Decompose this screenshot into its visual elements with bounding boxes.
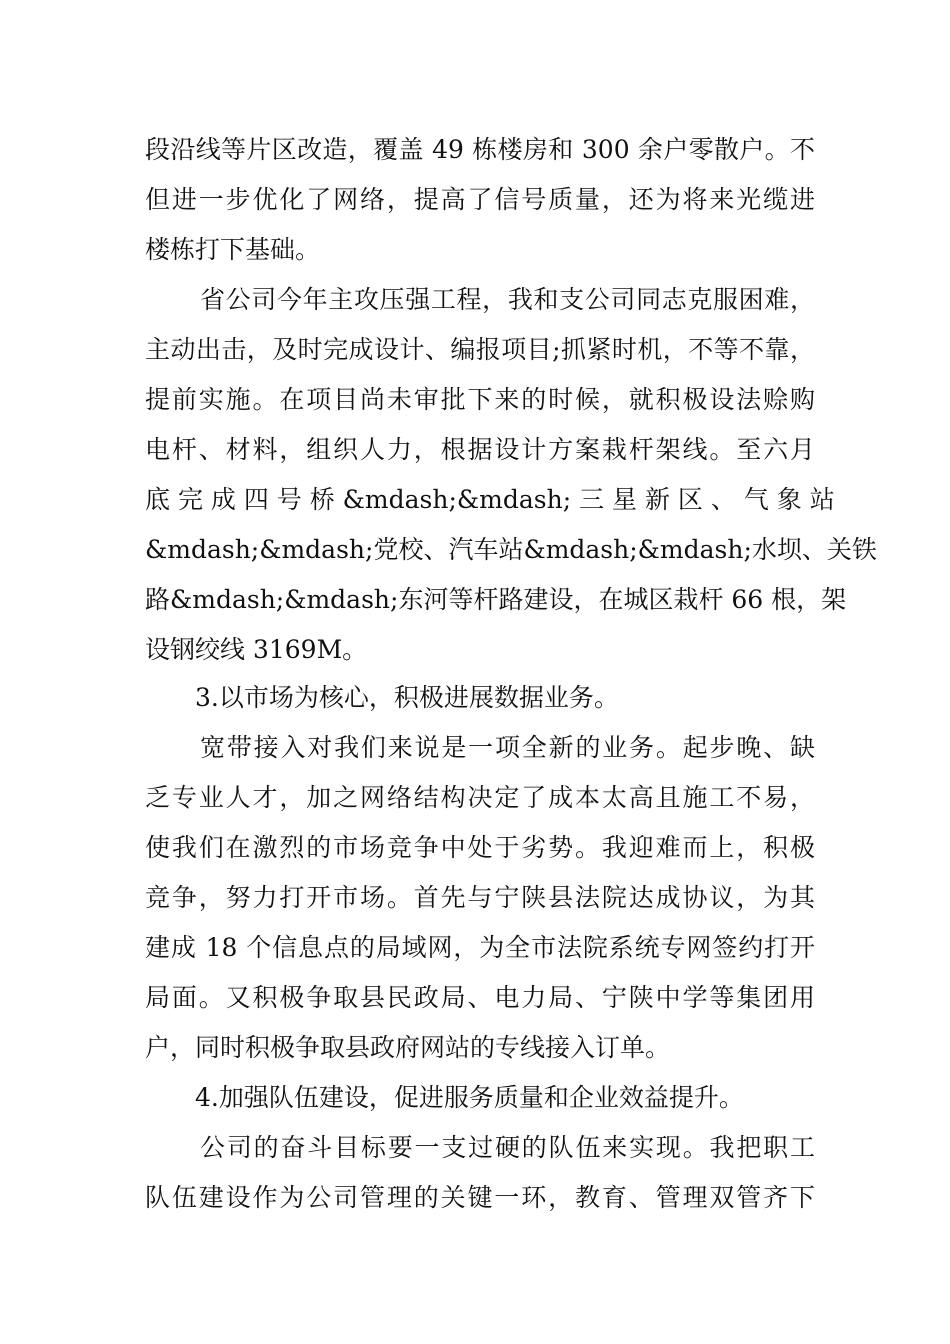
text-line: 队伍建设作为公司管理的关键一环，教育、管理双管齐下 — [145, 1183, 815, 1212]
paragraph-first-line: 省公司今年主攻压强工程，我和支公司同志克服困难， — [200, 285, 815, 314]
text-line: 设钢绞线 3169M。 — [145, 635, 368, 664]
text-line: 使我们在激烈的市场竞争中处于劣势。我迎难而上，积极 — [145, 833, 815, 862]
text-line: 竞争，努力打开市场。首先与宁陕县法院达成协议，为其 — [145, 883, 815, 912]
text-line: 路&mdash;&mdash;东河等杆路建设，在城区栽杆 66 根，架 — [145, 585, 847, 614]
text-line: 乏专业人才，加之网络结构决定了成本太高且施工不易， — [145, 783, 815, 812]
paragraph-first-line: 宽带接入对我们来说是一项全新的业务。起步晚、缺 — [200, 733, 815, 762]
text-line: 底 完 成 四 号 桥 &mdash;&mdash; 三 星 新 区 、 气 象 站 — [145, 485, 835, 514]
paragraph-first-line: 公司的奋斗目标要一支过硬的队伍来实现。我把职工 — [200, 1133, 815, 1162]
text-line: 楼栋打下基础。 — [145, 235, 321, 264]
text-line: 主动出击，及时完成设计、编报项目;抓紧时机，不等不靠， — [145, 335, 815, 364]
section-heading: 4.加强队伍建设，促进服务质量和企业效益提升。 — [195, 1083, 744, 1112]
text-line: 但进一步优化了网络，提高了信号质量，还为将来光缆进 — [145, 185, 815, 214]
text-line: 建成 18 个信息点的局域网，为全市法院系统专网签约打开 — [145, 933, 815, 962]
text-line: &mdash;&mdash;党校、汽车站&mdash;&mdash;水坝、关铁 — [145, 535, 877, 564]
section-heading: 3.以市场为核心，积极进展数据业务。 — [195, 683, 619, 712]
text-line: 局面。又积极争取县民政局、电力局、宁陕中学等集团用 — [145, 983, 815, 1012]
text-line: 提前实施。在项目尚未审批下来的时候，就积极设法赊购 — [145, 385, 815, 414]
text-line: 户，同时积极争取县政府网站的专线接入订单。 — [145, 1033, 671, 1062]
text-line: 电杆、材料，组织人力，根据设计方案栽杆架线。至六月 — [145, 435, 815, 464]
text-line: 段沿线等片区改造，覆盖 49 栋楼房和 300 余户零散户。不 — [145, 135, 815, 164]
